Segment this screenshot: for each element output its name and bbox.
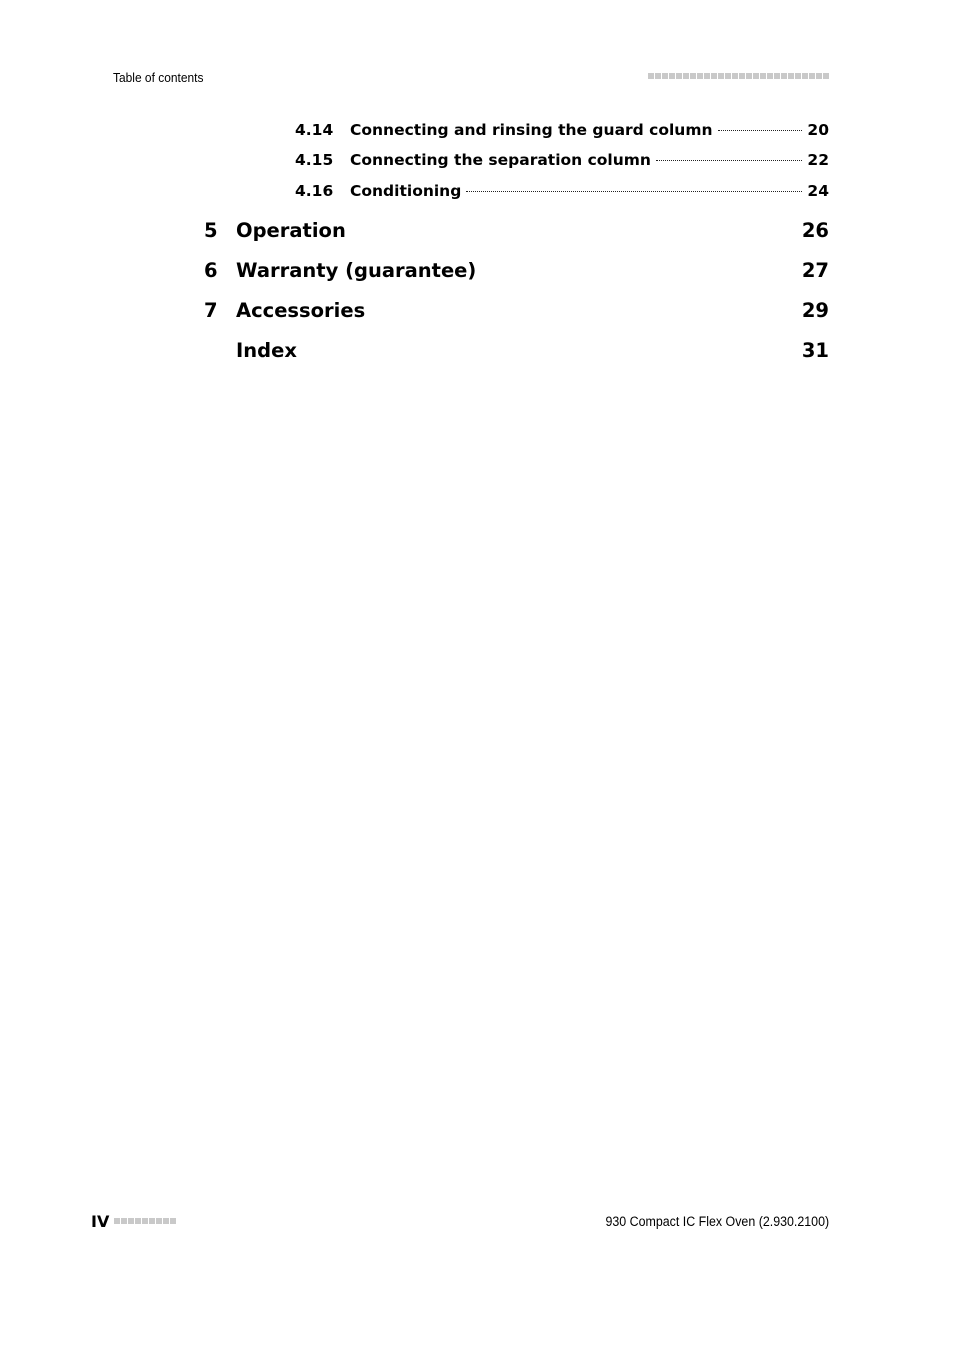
footer-page-number: IV [91,1212,110,1231]
toc-chapter-page: 26 [801,219,829,242]
toc-entry-number: 4.14 [295,121,334,139]
toc-entry-page: 22 [807,151,829,169]
toc-entry-4-14[interactable] [295,121,829,143]
footer-document-title: 930 Compact IC Flex Oven (2.930.2100) [605,1214,829,1229]
toc-entry-title: Conditioning [350,182,462,200]
toc-dot-leader [718,130,803,131]
toc-chapter-number: 6 [204,259,218,282]
toc-chapter-number: 5 [204,219,218,242]
toc-chapter-title: Accessories [236,299,366,322]
toc-chapter-5[interactable] [204,219,829,247]
toc-chapter-page: 27 [801,259,829,282]
toc-chapter-page: 29 [801,299,829,322]
toc-entry-page: 20 [807,121,829,139]
running-header-title: Table of contents [113,70,204,85]
toc-chapter-title: Index [236,339,297,362]
footer-decoration-blocks [114,1218,176,1224]
toc-chapter-index[interactable] [204,339,829,367]
toc-entry-4-16[interactable] [295,182,829,204]
toc-chapter-title: Operation [236,219,346,242]
toc-chapter-page: 31 [801,339,829,362]
header-decoration-blocks [648,73,829,79]
toc-entry-number: 4.15 [295,151,334,169]
toc-dot-leader [656,160,802,161]
toc-chapter-title: Warranty (guarantee) [236,259,477,282]
toc-dot-leader [466,191,802,192]
toc-chapter-number: 7 [204,299,218,322]
toc-chapter-6[interactable] [204,259,829,287]
toc-entry-title: Connecting the separation column [350,151,651,169]
toc-entry-number: 4.16 [295,182,334,200]
toc-chapter-7[interactable] [204,299,829,327]
toc-entry-page: 24 [807,182,829,200]
toc-entry-4-15[interactable] [295,151,829,173]
toc-entry-title: Connecting and rinsing the guard column [350,121,713,139]
